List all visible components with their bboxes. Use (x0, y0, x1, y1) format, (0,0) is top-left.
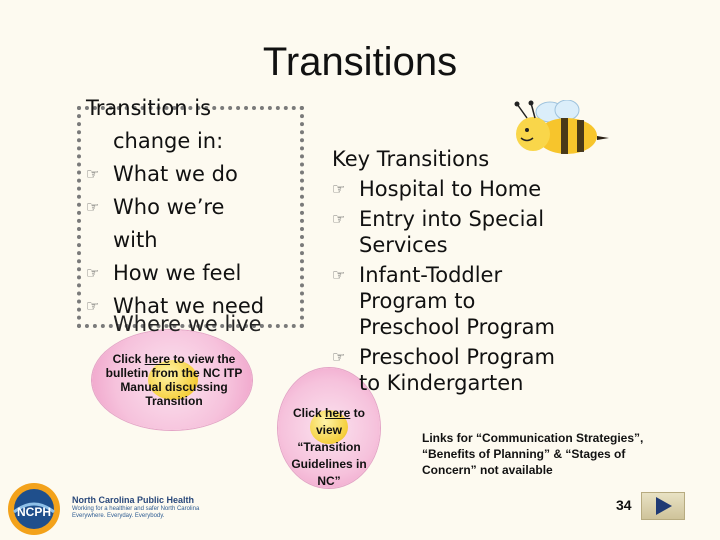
itp-bulletin-note (84, 352, 264, 408)
hand-pointer-bullet-icon: ☞ (332, 266, 346, 284)
list-item (86, 191, 306, 224)
list-item-text: What we do (113, 162, 238, 186)
clipped-list-item: Where we live (113, 313, 262, 335)
hand-pointer-bullet-icon: ☞ (332, 180, 346, 198)
list-item-line: Hospital to Home (359, 177, 542, 201)
note-line: bulletin from the NC ITP (105, 366, 243, 380)
note-line: “Benefits of Planning” & “Stages of (422, 447, 626, 461)
note-line: Concern” not available (422, 463, 553, 477)
list-item-continuation: with (113, 228, 158, 252)
list-item (332, 344, 602, 396)
note-line: “Transition (297, 440, 361, 454)
note-line: Guidelines in (291, 457, 367, 471)
transition-guidelines-link[interactable]: here (324, 406, 351, 420)
list-item (332, 176, 602, 202)
transition-guidelines-note (278, 406, 380, 488)
hand-pointer-bullet-icon: ☞ (332, 348, 346, 366)
transition-definition-list (86, 92, 306, 323)
next-arrow-icon (642, 493, 684, 519)
note-line: view (315, 423, 342, 437)
list-item (332, 262, 602, 340)
note-rest: to view the (170, 352, 236, 366)
key-transitions-heading: Key Transitions (332, 147, 490, 171)
list-item-text: How we feel (113, 261, 242, 285)
list-item-text (359, 262, 555, 340)
list-item-line: Program to (359, 289, 476, 313)
list-item-text (359, 206, 544, 258)
list-item-text: What we need (113, 294, 265, 318)
logo-org-name: North Carolina Public Health (72, 495, 195, 505)
list-item-text: Who we’re (113, 195, 225, 219)
list-item-line: Infant-Toddler (359, 263, 503, 287)
hand-pointer-bullet-icon: ☞ (332, 210, 346, 228)
list-item-line: Entry into Special (359, 207, 545, 231)
note-line: Manual discussing (120, 380, 228, 394)
list-item (86, 257, 306, 290)
logo-tagline-2: Everywhere. Everyday. Everybody. (72, 513, 165, 519)
list-item (86, 158, 306, 191)
links-unavailable-note (422, 430, 702, 478)
note-line: Links for “Communication Strategies”, (422, 431, 644, 445)
hand-pointer-bullet-icon: ☞ (86, 198, 100, 216)
logo-tagline-1: Working for a healthier and safer North Carolina (72, 506, 200, 512)
logo-emblem-text: NCPH (16, 505, 52, 519)
ncph-logo-text (72, 495, 272, 520)
note-prefix: Click (112, 352, 145, 366)
note-prefix: Click (292, 406, 325, 420)
list-item (332, 206, 602, 258)
list-item-text (359, 344, 555, 396)
slide-title-text: Transitions (262, 40, 458, 84)
list-item-line: Services (359, 233, 448, 257)
itp-bulletin-link[interactable]: here (144, 352, 171, 366)
note-rest: to (350, 406, 366, 420)
hand-pointer-bullet-icon: ☞ (86, 165, 100, 183)
list-item-line: Preschool Program (359, 345, 555, 369)
list-item-line: Preschool Program (359, 315, 555, 339)
intro-line-1: Transition is (86, 96, 212, 120)
next-slide-button[interactable] (641, 492, 685, 520)
list-item-text (359, 176, 541, 202)
note-line: Transition (145, 394, 203, 408)
hand-pointer-bullet-icon: ☞ (86, 264, 100, 282)
hand-pointer-bullet-icon: ☞ (86, 297, 100, 315)
slide-title (0, 40, 720, 85)
note-line: NC” (317, 474, 341, 488)
page-number: 34 (616, 497, 632, 513)
key-transitions-list (332, 146, 602, 400)
list-item-line: to Kindergarten (359, 371, 524, 395)
intro-line-2: change in: (113, 129, 224, 153)
ncph-logo-icon (4, 482, 64, 536)
